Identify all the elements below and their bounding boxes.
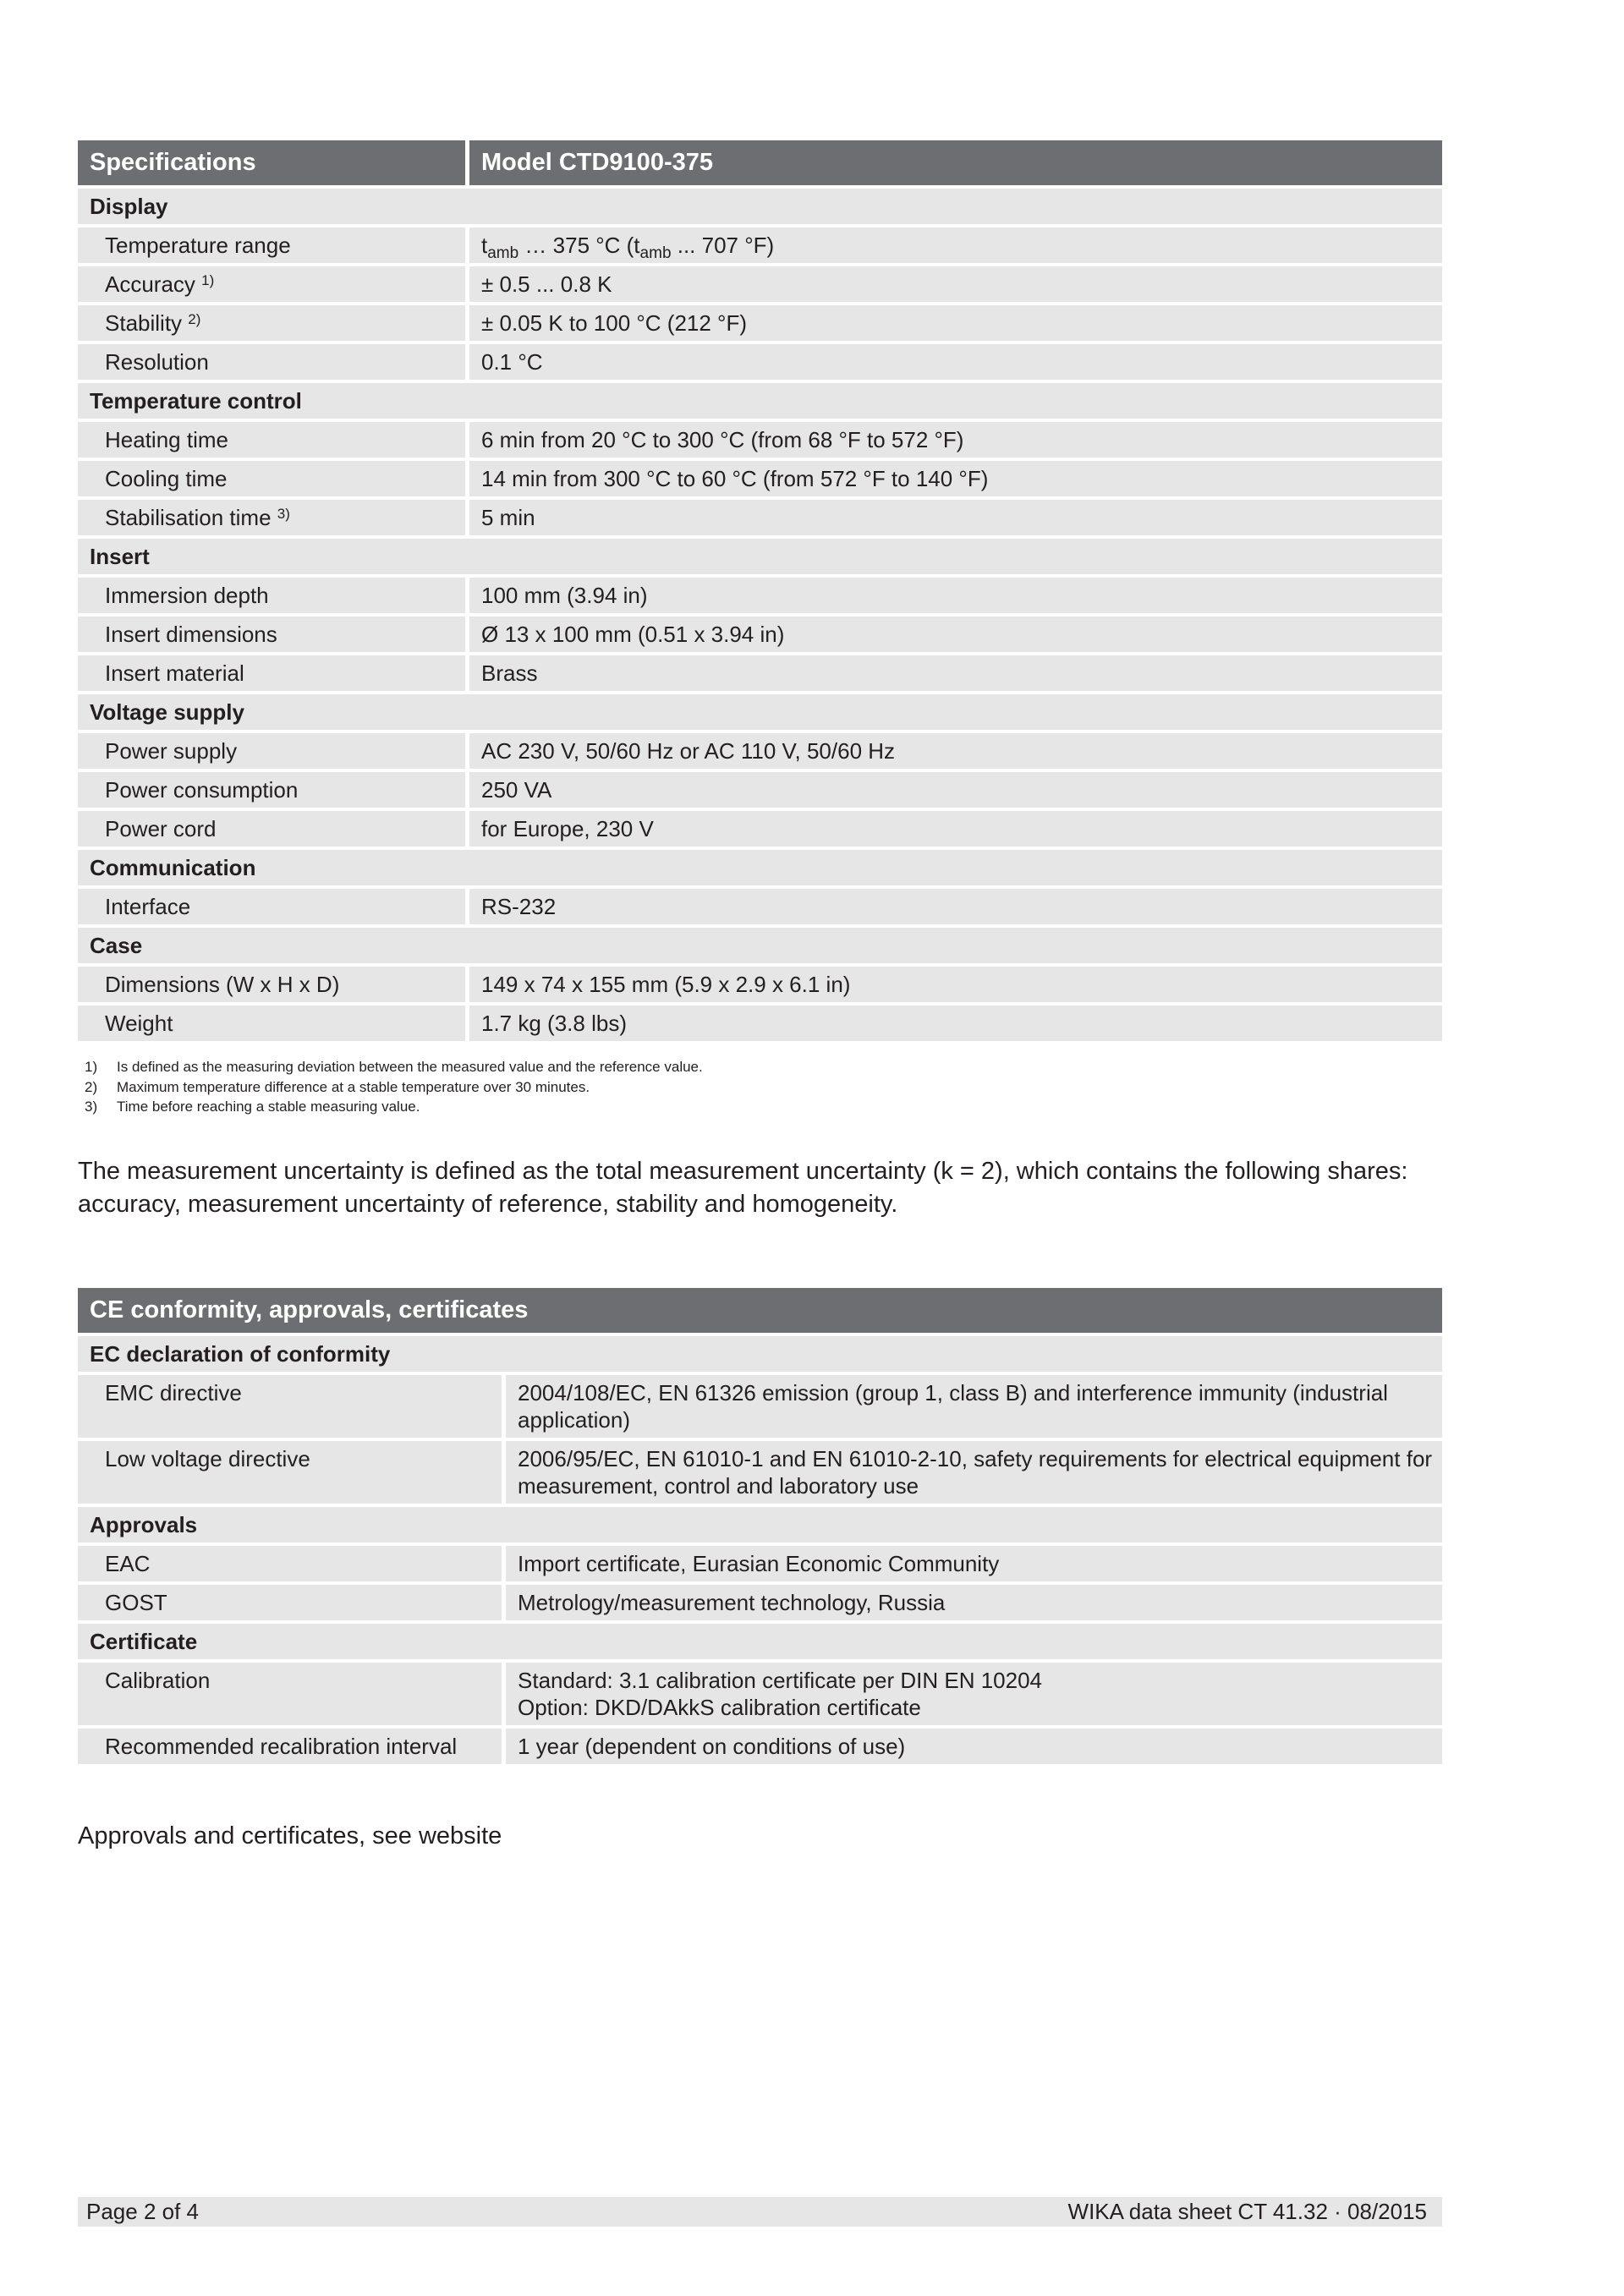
footnote-reference: 3) [277,506,290,522]
row-value [469,655,1442,691]
table-row [78,578,1442,613]
label-text: Temperature range [105,233,291,258]
row-value [469,967,1442,1002]
value-line: ± 0.05 K to 100 °C (212 °F) [481,310,747,336]
label-text: Resolution [105,349,209,375]
value-line: Ø 13 x 100 mm (0.51 x 3.94 in) [481,622,785,647]
row-label [78,266,465,302]
table-body [78,189,1442,1041]
value-line: 2004/108/EC, EN 61326 emission (group 1, class B) and interference immunity (industrial application) [518,1380,1388,1433]
label-text: Power supply [105,738,238,764]
section-heading: EC declaration of conformity [78,1336,1442,1372]
uncertainty-paragraph: The measurement uncertainty is defined as the total measurement uncertainty (k = 2), which contains the following shares: accuracy, measurement uncertainty of reference, stability and homogeneity. [78,1158,1408,1218]
value-line: 14 min from 300 °C to 60 °C (from 572 °F to 140 °F) [481,466,989,491]
section-row [78,1507,1442,1543]
header-specifications: Specifications [78,140,465,185]
table-row [78,1006,1442,1041]
table-row [78,1546,1442,1581]
footnote [78,1097,703,1117]
value-line: Metrology/measurement technology, Russia [518,1590,946,1615]
document-id: WIKA data sheet CT 41.32 · 08/2015 [1067,2199,1427,2224]
table-body [78,1336,1442,1764]
section-heading: Voltage supply [78,694,1442,730]
row-value [506,1729,1442,1764]
section-row [78,539,1442,574]
value-line: 0.1 °C [481,349,543,375]
section-row [78,383,1442,419]
footnote-reference: 1) [201,272,215,288]
table-row [78,811,1442,847]
value-line: for Europe, 230 V [481,816,654,841]
footnote-text: Maximum temperature difference at a stable temperature over 30 minutes. [117,1078,590,1095]
footnote-number: 1) [85,1059,98,1075]
label-text: EMC directive [105,1380,242,1406]
row-value [469,461,1442,496]
table-row [78,344,1442,380]
row-label [78,422,465,458]
footnote-text: Is defined as the measuring deviation between the measured value and the reference value. [117,1059,703,1075]
row-label [78,889,465,924]
label-text: Insert dimensions [105,622,277,647]
row-label [78,616,465,652]
footnotes [78,1057,703,1117]
table-row [78,655,1442,691]
row-label [78,811,465,847]
row-label [78,1729,502,1764]
label-text: Interface [105,894,191,919]
row-label [78,461,465,496]
section-heading: Case [78,928,1442,963]
row-label [78,655,465,691]
value-line: AC 230 V, 50/60 Hz or AC 110 V, 50/60 Hz [481,738,896,764]
label-text: Immersion depth [105,583,269,608]
footnote-number: 2) [85,1078,98,1095]
table-row [78,889,1442,924]
table-row [78,461,1442,496]
header-model: Model CTD9100-375 [469,140,1442,185]
label-text: Dimensions (W x H x D) [105,972,340,997]
section-heading: Communication [78,850,1442,885]
row-label [78,967,465,1002]
row-label [78,772,465,808]
label-text: Low voltage directive [105,1446,310,1471]
section-heading: Approvals [78,1507,1442,1543]
section-row [78,850,1442,885]
subscript: amb [639,244,672,262]
label-text: Stability [105,310,183,336]
label-text: Accuracy [105,271,195,297]
row-label [78,1663,502,1725]
table-row [78,967,1442,1002]
row-value [469,422,1442,458]
row-value [469,1006,1442,1041]
row-value [506,1441,1442,1504]
row-label [78,1546,502,1581]
value-line: 1.7 kg (3.8 lbs) [481,1011,627,1036]
table-row [78,266,1442,302]
value-line: 6 min from 20 °C to 300 °C (from 68 °F to 572 °F) [481,427,964,452]
row-label [78,227,465,263]
value-line: 5 min [481,505,535,530]
footnote-number: 3) [85,1099,98,1115]
value-line: Import certificate, Eurasian Economic Community [518,1551,1000,1576]
row-value [469,344,1442,380]
row-label [78,344,465,380]
row-value [506,1546,1442,1581]
section-row [78,189,1442,224]
row-value [469,266,1442,302]
table-header [78,1288,1442,1333]
section-heading: Certificate [78,1624,1442,1659]
subscript: amb [487,244,519,262]
row-value [469,772,1442,808]
row-label [78,1006,465,1041]
value-line: ± 0.5 ... 0.8 K [481,271,612,297]
footnote [78,1057,703,1077]
row-value [469,616,1442,652]
ce-conformity-table [78,1288,1442,1767]
table-row [78,733,1442,769]
header-ce-conformity: CE conformity, approvals, certificates [78,1288,1442,1333]
table-row [78,1441,1442,1504]
section-row [78,694,1442,730]
value-line: 149 x 74 x 155 mm (5.9 x 2.9 x 6.1 in) [481,972,851,997]
table-row [78,1375,1442,1438]
row-value [506,1663,1442,1725]
value-line: Option: DKD/DAkkS calibration certificate [518,1695,921,1720]
row-value [469,578,1442,613]
page-footer [78,2197,1442,2227]
table-row [78,1585,1442,1620]
label-text: Cooling time [105,466,228,491]
table-header [78,140,1442,185]
section-heading: Display [78,189,1442,224]
label-text: EAC [105,1551,151,1576]
label-text: Recommended recalibration interval [105,1734,458,1759]
footnote [78,1077,703,1098]
section-row [78,928,1442,963]
row-label [78,578,465,613]
value-line: 2006/95/EC, EN 61010-1 and EN 61010-2-10, safety requirements for electrical equipment for measurement, control and laboratory use [518,1446,1433,1499]
label-text: Power consumption [105,777,299,803]
row-value [506,1375,1442,1438]
row-value [469,305,1442,341]
table-row [78,422,1442,458]
label-text: Heating time [105,427,228,452]
section-heading: Insert [78,539,1442,574]
table-row [78,1729,1442,1764]
section-row [78,1624,1442,1659]
section-row [78,1336,1442,1372]
page-number: Page 2 of 4 [86,2199,199,2224]
row-value [506,1585,1442,1620]
row-label [78,500,465,535]
value-line: 250 VA [481,777,552,803]
value-line: RS-232 [481,894,557,919]
row-label [78,1585,502,1620]
label-text: Power cord [105,816,217,841]
specifications-table [78,140,1442,1044]
row-value [469,889,1442,924]
approvals-note: Approvals and certificates, see website [78,1822,502,1849]
label-text: Stabilisation time [105,505,272,530]
table-row [78,772,1442,808]
row-label [78,733,465,769]
table-row [78,500,1442,535]
row-value [469,811,1442,847]
footnote-reference: 2) [188,311,201,327]
table-row [78,305,1442,341]
table-row [78,616,1442,652]
footnote-text: Time before reaching a stable measuring value. [117,1099,420,1115]
table-row [78,1663,1442,1725]
label-text: Insert material [105,660,244,686]
label-text: GOST [105,1590,167,1615]
row-value [469,500,1442,535]
row-value: $t_{amb}$ … 375 °C ($t_{amb}$ ... 707 °F) [469,227,1442,263]
value-line: 100 mm (3.94 in) [481,583,648,608]
label-text: Calibration [105,1668,211,1693]
section-heading: Temperature control [78,383,1442,419]
label-text: Weight [105,1011,173,1036]
row-label [78,1375,502,1438]
value-line: 1 year (dependent on conditions of use) [518,1734,906,1759]
row-label [78,305,465,341]
row-label [78,1441,502,1504]
row-value [469,733,1442,769]
value-line: Brass [481,660,538,686]
table-row [78,227,1442,263]
value-line: Standard: 3.1 calibration certificate per DIN EN 10204 [518,1668,1043,1693]
